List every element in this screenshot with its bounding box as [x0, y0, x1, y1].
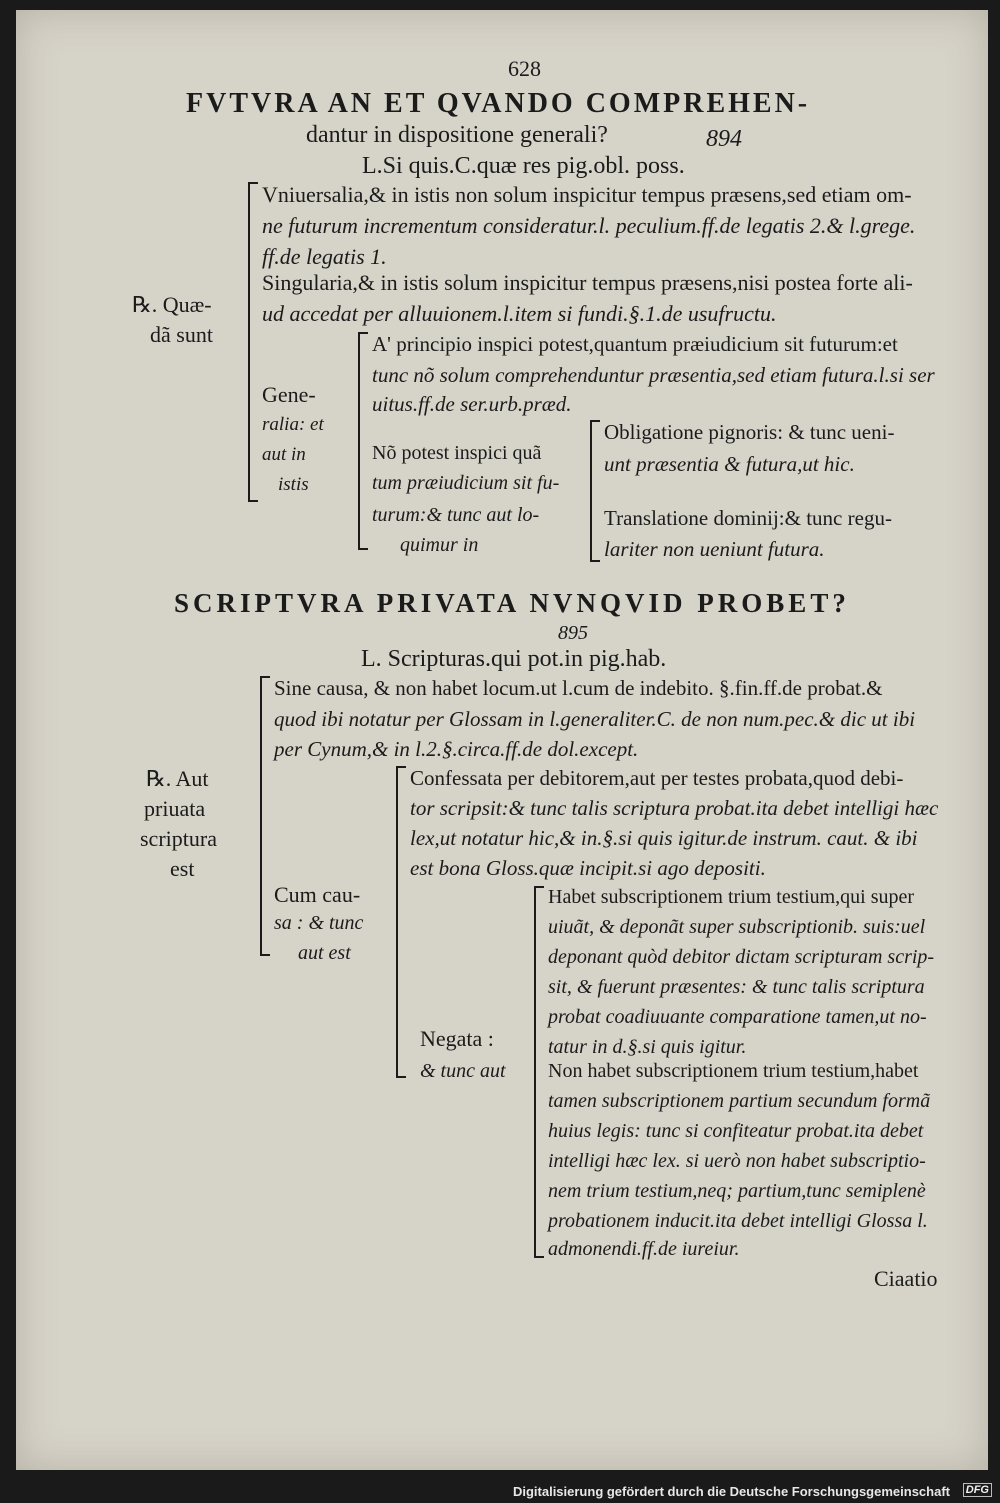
section2-title: SCRIPTVRA PRIVATA NVNQVID PROBET?	[174, 588, 850, 618]
section1-citation: L.Si quis.C.quæ res pig.obl. poss.	[362, 153, 685, 179]
s2-left-label-1: ℞. Aut	[146, 766, 209, 791]
s2-sine-3: per Cynum,& in l.2.§.circa.ff.de dol.except.	[274, 737, 639, 761]
s1-principio-3: uitus.ff.de ser.urb.præd.	[372, 392, 572, 416]
s1-left-label-2: dã sunt	[150, 322, 213, 347]
s1-univ-1: Vniuersalia,& in istis non solum inspicitur tempus præsens,sed etiam om-	[262, 182, 912, 207]
s1-gen-label-4: istis	[278, 474, 309, 495]
s1-nonpotest-3: turum:& tunc aut lo-	[372, 504, 540, 526]
s2-habet-5: probat coadiuuante comparatione tamen,ut no-	[548, 1006, 927, 1028]
s2-cum-label-2: sa : & tunc	[274, 912, 364, 934]
s1-gen-brace-bottom	[358, 548, 368, 550]
s1-gen-brace-top	[358, 332, 368, 334]
s1-sing-2: ud accedat per alluuionem.l.item si fundi.§.1.de usufructu.	[262, 301, 777, 326]
s1-gen-label-1: Gene-	[262, 382, 316, 407]
book-page	[16, 10, 988, 1470]
s2-habet-4: sit, & fuerunt præsentes: & tunc talis scriptura	[548, 976, 925, 998]
section1-number: 894	[706, 126, 742, 152]
s2-cum-label-3: aut est	[298, 942, 351, 964]
s2-left-label-2: priuata	[144, 796, 206, 821]
s2-left-label-4: est	[170, 856, 195, 881]
s2-nonhabet-1: Non habet subscriptionem trium testium,habet	[548, 1060, 919, 1082]
s2-nonhabet-2: tamen subscriptionem partium secundum formã	[548, 1090, 931, 1112]
s1-nonpotest-4: quimur in	[400, 534, 479, 556]
s2-habet-2: uiuãt, & deponãt super subscriptionib. suis:uel	[548, 916, 926, 938]
s1-obligatione-1: Obligatione pignoris: & tunc ueni-	[604, 420, 895, 444]
section2-citation: L. Scripturas.qui pot.in pig.hab.	[361, 646, 667, 672]
section2-number: 895	[558, 622, 588, 644]
s1-nonpotest-1: Nõ potest inspici quã	[372, 442, 542, 464]
s1-obl-brace	[590, 420, 592, 562]
s1-principio-2: tunc nõ solum comprehenduntur præsentia,sed etiam futura.l.si ser	[372, 363, 935, 387]
s1-left-label-1: ℞. Quæ-	[132, 292, 212, 317]
dfg-logo: DFG	[963, 1483, 992, 1497]
s2-negata-label-2: & tunc aut	[420, 1060, 506, 1082]
s2-confessata-2: tor scripsit:& tunc talis scriptura probat.ita debet intelligi hæc	[410, 796, 939, 820]
s1-gen-label-2: ralia: et	[262, 414, 324, 435]
s1-main-brace-bottom	[248, 500, 258, 502]
s2-negata-brace	[534, 886, 536, 1258]
s1-gen-brace	[358, 332, 360, 550]
s2-nonhabet-3: huius legis: tunc si confiteatur probat.ita debet	[548, 1120, 924, 1142]
s2-nonhabet-4: intelligi hæc lex. si uerò non habet subscriptio-	[548, 1150, 926, 1172]
s2-habet-6: tatur in d.§.si quis igitur.	[548, 1036, 747, 1058]
catchword: Ciaatio	[874, 1266, 938, 1291]
s2-negata-label-1: Negata :	[420, 1026, 494, 1051]
s2-confessata-4: est bona Gloss.quæ incipit.si ago depositi.	[410, 856, 766, 880]
s2-nonhabet-7: admonendi.ff.de iureiur.	[548, 1238, 740, 1260]
footer-bar	[0, 1478, 1000, 1503]
s1-sing-1: Singularia,& in istis solum inspicitur tempus præsens,nisi postea forte ali-	[262, 270, 913, 295]
s1-univ-3: ff.de legatis 1.	[262, 244, 387, 269]
s2-main-brace	[260, 676, 262, 956]
s1-translatione-2: lariter non ueniunt futura.	[604, 537, 825, 561]
s1-translatione-1: Translatione dominij:& tunc regu-	[604, 506, 892, 530]
s2-left-label-3: scriptura	[140, 826, 217, 851]
s2-sine-2: quod ibi notatur per Glossam in l.generaliter.C. de non num.pec.& dic ut ibi	[274, 707, 916, 731]
s2-cum-brace-bottom	[396, 1076, 406, 1078]
s2-confessata-3: lex,ut notatur hic,& in.§.si quis igitur.de instrum. caut. & ibi	[410, 826, 918, 850]
s2-main-brace-top	[260, 676, 270, 678]
s2-negata-brace-top	[534, 886, 544, 888]
s1-main-brace	[248, 182, 250, 502]
s1-nonpotest-2: tum præiudicium sit fu-	[372, 472, 560, 494]
s1-gen-label-3: aut in	[262, 444, 306, 465]
s2-cum-brace-top	[396, 766, 406, 768]
s1-main-brace-top	[248, 182, 258, 184]
s2-habet-1: Habet subscriptionem trium testium,qui super	[548, 886, 915, 908]
s2-nonhabet-6: probationem inducit.ita debet intelligi Glossa l.	[548, 1210, 928, 1232]
s2-sine-1: Sine causa, & non habet locum.ut l.cum de indebito. §.fin.ff.de probat.&	[274, 676, 883, 700]
s1-obligatione-2: unt præsentia & futura,ut hic.	[604, 452, 855, 476]
s2-main-brace-bottom	[260, 954, 270, 956]
s2-cum-brace	[396, 766, 398, 1078]
section1-title-line2: dantur in dispositione generali?	[306, 122, 608, 148]
s2-confessata-1: Confessata per debitorem,aut per testes probata,quod debi-	[410, 766, 904, 790]
footer-text: Digitalisierung gefördert durch die Deutsche Forschungsgemeinschaft	[512, 1484, 950, 1499]
s2-negata-brace-bottom	[534, 1256, 544, 1258]
s1-principio-1: A' principio inspici potest,quantum præiudicium sit futurum:et	[372, 332, 898, 356]
s1-obl-brace-bottom	[590, 560, 600, 562]
s2-nonhabet-5: nem trium testium,neq; partium,tunc semiplenè	[548, 1180, 926, 1202]
s2-cum-label-1: Cum cau-	[274, 882, 361, 907]
s1-univ-2: ne futurum incrementum consideratur.l. peculium.ff.de legatis 2.& l.grege.	[262, 213, 916, 238]
s2-habet-3: deponant quòd debitor dictam scripturam scrip-	[548, 946, 935, 968]
page-number: 628	[508, 56, 541, 81]
s1-obl-brace-top	[590, 420, 600, 422]
section1-title-line1: FVTVRA AN ET QVANDO COMPREHEN-	[186, 88, 811, 119]
